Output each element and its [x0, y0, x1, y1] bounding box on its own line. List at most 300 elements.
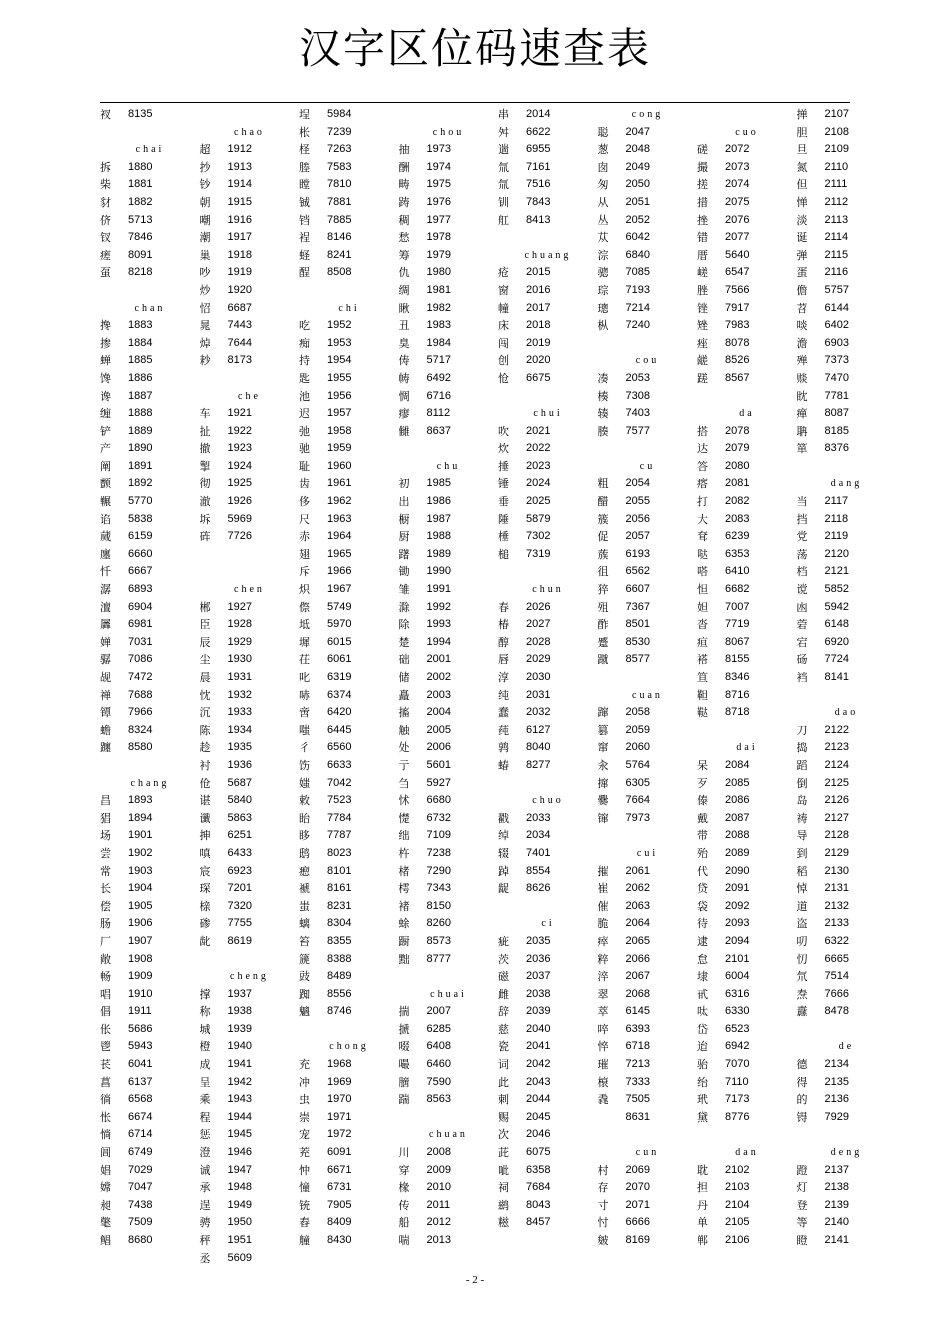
quwei-code: 1887 — [128, 389, 153, 402]
hanzi: 厝 — [697, 248, 708, 262]
quwei-code: 8530 — [625, 635, 650, 648]
code-entry — [797, 845, 949, 863]
pinyin-heading: deng — [830, 1147, 863, 1159]
quwei-code: 2047 — [625, 125, 650, 138]
hanzi: 茈 — [498, 1146, 509, 1160]
hanzi: 啻 — [299, 706, 310, 720]
quwei-code: 7173 — [725, 1093, 750, 1106]
quwei-code: 6148 — [824, 618, 849, 631]
quwei-code: 7239 — [327, 125, 352, 138]
quwei-code: 8141 — [824, 671, 849, 683]
code-table — [100, 106, 863, 1265]
quwei-code: 8577 — [625, 653, 650, 666]
hanzi: 等 — [796, 1216, 808, 1230]
hanzi: 谄 — [100, 512, 111, 526]
hanzi: 铲 — [100, 424, 111, 438]
quwei-code: 7516 — [526, 178, 551, 191]
hanzi: 处 — [398, 741, 410, 755]
hanzi: 茨 — [498, 952, 509, 966]
hanzi: 蚩 — [299, 899, 310, 913]
quwei-code: 1888 — [128, 407, 153, 420]
quwei-code: 2045 — [526, 1110, 551, 1123]
hanzi: 醋 — [597, 495, 609, 509]
hanzi: 船 — [398, 1216, 410, 1230]
hanzi: 吵 — [199, 266, 211, 280]
quwei-code: 7201 — [227, 882, 252, 895]
quwei-code: 6374 — [327, 688, 352, 701]
code-entry — [797, 229, 949, 247]
hanzi: 串 — [498, 108, 509, 121]
quwei-code: 1978 — [426, 231, 451, 244]
quwei-code: 1909 — [128, 970, 153, 983]
quwei-code: 1945 — [227, 1128, 252, 1141]
hanzi: 粗 — [597, 477, 609, 491]
hanzi: 忏 — [100, 565, 111, 579]
quwei-code: 5984 — [327, 108, 352, 120]
code-entry — [797, 599, 949, 617]
quwei-code: 1928 — [227, 618, 252, 631]
quwei-code: 1939 — [227, 1022, 252, 1035]
hanzi: 哧 — [299, 688, 310, 702]
quwei-code: 1880 — [128, 160, 153, 173]
quwei-code: 2009 — [426, 1163, 451, 1176]
quwei-code: 1883 — [128, 319, 153, 332]
quwei-code: 8526 — [725, 354, 750, 367]
hanzi: 弛 — [299, 424, 310, 438]
quwei-code: 8567 — [725, 371, 750, 384]
hanzi: 叨 — [796, 934, 808, 948]
hanzi: 苕 — [796, 301, 808, 315]
hanzi: 厂 — [100, 934, 111, 948]
quwei-code: 2088 — [725, 829, 750, 842]
hanzi: 耖 — [199, 354, 211, 368]
hanzi: 储 — [398, 671, 410, 684]
hanzi: 楮 — [398, 864, 410, 878]
hanzi: 登 — [796, 1198, 808, 1212]
quwei-code: 1942 — [227, 1075, 252, 1088]
quwei-code: 5749 — [327, 600, 352, 613]
hanzi: 羼 — [100, 618, 111, 632]
hanzi: 忖 — [597, 1216, 609, 1230]
code-entry — [797, 212, 949, 230]
hanzi: 辞 — [498, 1005, 509, 1019]
quwei-code: 1934 — [227, 723, 252, 736]
hanzi: 澹 — [796, 336, 808, 350]
quwei-code: 1950 — [227, 1216, 252, 1229]
quwei-code: 2091 — [725, 882, 750, 895]
quwei-code: 7263 — [327, 143, 352, 156]
code-entry — [797, 968, 949, 986]
quwei-code: 2087 — [725, 811, 750, 824]
hanzi: 城 — [199, 1022, 211, 1036]
quwei-code: 2113 — [824, 213, 849, 226]
quwei-code: 2014 — [526, 108, 551, 120]
quwei-code: 2075 — [725, 195, 750, 208]
quwei-code: 1935 — [227, 741, 252, 754]
quwei-code: 2061 — [625, 864, 650, 877]
quwei-code: 8346 — [725, 671, 750, 683]
quwei-code: 2103 — [725, 1181, 750, 1194]
quwei-code: 2016 — [526, 283, 551, 296]
quwei-code: 2033 — [526, 811, 551, 824]
hanzi: 初 — [398, 477, 410, 491]
quwei-code: 1893 — [128, 794, 153, 807]
hanzi: 笪 — [697, 671, 708, 684]
hanzi: 褚 — [398, 899, 410, 913]
hanzi: 达 — [697, 442, 708, 456]
quwei-code: 8043 — [526, 1198, 551, 1211]
hanzi: 钏 — [498, 195, 509, 209]
quwei-code: 7085 — [625, 266, 650, 279]
code-entry — [797, 511, 949, 529]
hanzi: 绌 — [398, 829, 410, 843]
pinyin-heading: chai — [135, 144, 165, 156]
quwei-code: 2128 — [824, 829, 849, 842]
quwei-code: 5927 — [426, 776, 451, 789]
page-title: 汉字区位码速查表 — [298, 27, 651, 73]
hanzi: 澈 — [199, 495, 211, 509]
hanzi: 长 — [100, 882, 111, 896]
quwei-code: 2062 — [625, 882, 650, 895]
hanzi: 促 — [597, 530, 609, 544]
hanzi: 饬 — [299, 758, 310, 772]
hanzi: 傺 — [299, 600, 310, 614]
pinyin-heading: chuai — [430, 988, 467, 1000]
hanzi: 滁 — [398, 600, 410, 614]
hanzi: 撑 — [199, 987, 211, 1001]
hanzi: 槌 — [498, 547, 509, 561]
hanzi: 痤 — [697, 336, 708, 350]
hanzi: 琛 — [199, 882, 211, 896]
code-entry — [797, 493, 949, 511]
quwei-code: 7443 — [227, 319, 252, 332]
hanzi: 尘 — [199, 653, 211, 667]
hanzi: 雠 — [398, 424, 410, 438]
hanzi: 铛 — [299, 213, 310, 227]
code-entry — [797, 370, 949, 388]
quwei-code: 7966 — [128, 706, 153, 719]
hanzi: 艟 — [299, 1234, 310, 1247]
hanzi: 楚 — [398, 635, 410, 649]
hanzi: 炊 — [498, 442, 509, 456]
quwei-code: 2019 — [526, 336, 551, 349]
hanzi: 颤 — [100, 477, 111, 491]
quwei-code: 7726 — [227, 530, 252, 543]
hanzi: 摧 — [597, 864, 609, 878]
quwei-code: 2093 — [725, 917, 750, 930]
quwei-code: 1908 — [128, 952, 153, 965]
hanzi: 党 — [796, 530, 808, 544]
hanzi: 侪 — [100, 213, 111, 227]
hanzi: 尝 — [100, 846, 111, 860]
hanzi: 蹰 — [398, 934, 410, 948]
hanzi: 铖 — [299, 195, 310, 209]
hanzi: 搀 — [100, 319, 111, 333]
hanzi: 贷 — [697, 882, 708, 896]
quwei-code: 2002 — [426, 671, 451, 683]
code-entry — [797, 775, 949, 793]
quwei-code: 7846 — [128, 231, 153, 244]
quwei-code: 7320 — [227, 899, 252, 912]
quwei-code: 2130 — [824, 864, 849, 877]
code-entry — [797, 651, 949, 669]
hanzi: 瘁 — [597, 934, 609, 948]
hanzi: 侈 — [299, 495, 310, 509]
hanzi: 锝 — [796, 1110, 808, 1124]
hanzi: 砀 — [796, 653, 808, 667]
hanzi: 担 — [697, 1181, 708, 1195]
hanzi: 辰 — [199, 635, 211, 649]
hanzi: 殂 — [597, 600, 609, 614]
quwei-code: 6402 — [824, 319, 849, 332]
code-entry — [797, 1056, 949, 1074]
hanzi: 次 — [498, 1128, 509, 1142]
quwei-code: 1915 — [227, 195, 252, 208]
quwei-code: 7238 — [426, 846, 451, 859]
hanzi: 唇 — [498, 653, 509, 667]
quwei-code: 1981 — [426, 283, 451, 296]
hanzi: 菪 — [796, 618, 808, 632]
quwei-code: 6666 — [625, 1216, 650, 1229]
hanzi: 裆 — [796, 671, 808, 684]
hanzi: 逮 — [697, 934, 708, 948]
quwei-code: 1957 — [327, 407, 352, 420]
quwei-code: 5770 — [128, 495, 153, 508]
quwei-code: 6015 — [327, 635, 352, 648]
code-entry — [797, 1109, 949, 1127]
code-entry — [797, 1197, 949, 1215]
hanzi: 鸱 — [299, 846, 310, 860]
hanzi: 喘 — [398, 1234, 410, 1247]
quwei-code: 1886 — [128, 371, 153, 384]
hanzi: 筹 — [398, 248, 410, 262]
hanzi: 腠 — [597, 424, 609, 438]
quwei-code: 7161 — [526, 160, 551, 173]
quwei-code: 8150 — [426, 899, 451, 912]
quwei-code: 1947 — [227, 1163, 252, 1176]
hanzi: 鲳 — [100, 1234, 111, 1247]
pinyin-heading: cu — [639, 460, 656, 472]
code-entry — [797, 898, 949, 916]
code-entry — [797, 423, 949, 441]
quwei-code: 6159 — [128, 530, 153, 543]
pinyin-heading: cheng — [230, 971, 269, 983]
quwei-code: 2106 — [725, 1234, 750, 1246]
quwei-code: 2110 — [824, 160, 849, 173]
quwei-code: 6358 — [526, 1163, 551, 1176]
hanzi: 鹾 — [697, 354, 708, 368]
hanzi: 娼 — [100, 1163, 111, 1177]
quwei-code: 1882 — [128, 195, 153, 208]
hanzi: 从 — [597, 195, 609, 209]
hanzi: 悼 — [796, 882, 808, 896]
quwei-code: 1983 — [426, 319, 451, 332]
quwei-code: 1977 — [426, 213, 451, 226]
quwei-code: 1968 — [327, 1058, 352, 1071]
hanzi: 匙 — [299, 371, 310, 385]
blank-row — [797, 687, 949, 705]
pinyin-heading: chang — [130, 777, 170, 789]
hanzi: 雏 — [398, 583, 410, 597]
hanzi: 蔟 — [597, 547, 609, 561]
quwei-code: 2001 — [426, 653, 451, 666]
quwei-code: 2086 — [725, 794, 750, 807]
quwei-code: 7784 — [327, 811, 352, 824]
hanzi: 潺 — [100, 583, 111, 597]
hanzi: 成 — [199, 1058, 211, 1072]
quwei-code: 5717 — [426, 354, 451, 367]
quwei-code: 6622 — [526, 125, 551, 138]
hanzi: 菖 — [100, 1075, 111, 1089]
hanzi: 遄 — [498, 143, 509, 157]
quwei-code: 2027 — [526, 618, 551, 631]
code-entry — [797, 247, 949, 265]
quwei-code: 2127 — [824, 811, 849, 824]
quwei-code: 1884 — [128, 336, 153, 349]
hanzi: 聪 — [597, 125, 609, 139]
quwei-code: 6607 — [625, 583, 650, 596]
quwei-code: 1914 — [227, 178, 252, 191]
quwei-code: 6955 — [526, 143, 551, 156]
quwei-code: 1932 — [227, 688, 252, 701]
hanzi: 舛 — [498, 125, 509, 139]
quwei-code: 1917 — [227, 231, 252, 244]
hanzi: 舡 — [498, 213, 509, 227]
hanzi: 氘 — [796, 970, 808, 984]
quwei-code: 8413 — [526, 213, 551, 226]
quwei-code: 1910 — [128, 987, 153, 1000]
hanzi: 氮 — [796, 160, 808, 174]
hanzi: 挡 — [796, 512, 808, 526]
code-entry — [797, 1162, 949, 1180]
quwei-code: 7438 — [128, 1198, 153, 1211]
quwei-code: 1892 — [128, 477, 153, 490]
quwei-code: 8637 — [426, 424, 451, 437]
quwei-code: 2032 — [526, 706, 551, 719]
quwei-code: 8508 — [327, 266, 352, 279]
quwei-code: 8218 — [128, 266, 153, 279]
quwei-code: 8169 — [625, 1234, 650, 1246]
quwei-code: 2050 — [625, 178, 650, 191]
quwei-code: 2003 — [426, 688, 451, 701]
hanzi: 璁 — [597, 301, 609, 315]
hanzi: 敞 — [100, 952, 111, 966]
hanzi: 瞪 — [796, 1234, 808, 1247]
quwei-code: 2105 — [725, 1216, 750, 1229]
quwei-code: 2090 — [725, 864, 750, 877]
quwei-code: 2025 — [526, 495, 551, 508]
hanzi: 囱 — [597, 160, 609, 174]
hanzi: 灯 — [796, 1181, 808, 1195]
hanzi: 猖 — [100, 811, 111, 825]
hanzi: 缠 — [100, 407, 111, 421]
hanzi: 厨 — [398, 530, 410, 544]
quwei-code: 6145 — [625, 1005, 650, 1018]
hanzi: 踔 — [498, 864, 509, 878]
quwei-code: 2069 — [625, 1163, 650, 1176]
hanzi: 窗 — [498, 283, 509, 297]
hanzi: 馋 — [100, 371, 111, 385]
quwei-code: 7566 — [725, 283, 750, 296]
quwei-code: 7367 — [625, 600, 650, 613]
hanzi: 殚 — [796, 354, 808, 368]
hanzi: 川 — [398, 1146, 410, 1160]
pinyin-heading: cuan — [632, 689, 663, 701]
hanzi: 崔 — [597, 882, 609, 896]
quwei-code: 7505 — [625, 1093, 650, 1106]
quwei-code: 2116 — [824, 266, 849, 279]
quwei-code: 2107 — [824, 108, 849, 120]
quwei-code: 6433 — [227, 846, 252, 859]
hanzi: 晨 — [199, 671, 211, 684]
quwei-code: 2012 — [426, 1216, 451, 1229]
hanzi: 大 — [697, 512, 708, 526]
quwei-code: 1960 — [327, 459, 352, 472]
hanzi: 踟 — [299, 987, 310, 1001]
hanzi: 辍 — [498, 846, 509, 860]
quwei-code: 6305 — [625, 776, 650, 789]
quwei-code: 1991 — [426, 583, 451, 596]
quwei-code: 8409 — [327, 1216, 352, 1229]
hanzi: 坼 — [199, 512, 211, 526]
quwei-code: 1964 — [327, 530, 352, 543]
hanzi: 笞 — [299, 934, 310, 948]
hanzi: 旦 — [796, 143, 808, 157]
hanzi: 踌 — [398, 195, 410, 209]
quwei-code: 1937 — [227, 987, 252, 1000]
quwei-code: 7109 — [426, 829, 451, 842]
hanzi: 殆 — [697, 846, 708, 860]
quwei-code: 2055 — [625, 495, 650, 508]
quwei-code: 2101 — [725, 952, 750, 965]
hanzi: 瘳 — [398, 407, 410, 421]
hanzi: 毳 — [597, 1093, 609, 1107]
quwei-code: 6568 — [128, 1093, 153, 1106]
quwei-code: 2065 — [625, 934, 650, 947]
quwei-code: 8146 — [327, 231, 352, 244]
hanzi: 乘 — [199, 1093, 211, 1107]
hanzi: 匆 — [597, 178, 609, 192]
quwei-code: 8580 — [128, 741, 153, 754]
hanzi: 骀 — [697, 1058, 708, 1072]
hanzi: 单 — [697, 1216, 708, 1230]
quwei-code: 2041 — [526, 1040, 551, 1053]
pinyin-heading: chong — [329, 1041, 369, 1053]
code-entry — [797, 1003, 949, 1021]
quwei-code: 6393 — [625, 1022, 650, 1035]
hanzi: 陲 — [498, 512, 509, 526]
hanzi: 氚 — [498, 160, 509, 174]
quwei-code: 7029 — [128, 1163, 153, 1176]
quwei-code: 2136 — [824, 1093, 849, 1106]
hanzi: 埭 — [697, 970, 708, 984]
hanzi: 龊 — [498, 882, 509, 896]
quwei-code: 1920 — [227, 283, 252, 296]
quwei-code: 2141 — [824, 1234, 849, 1246]
hanzi: 甙 — [697, 987, 708, 1001]
quwei-code: 1940 — [227, 1040, 252, 1053]
hanzi: 虫 — [299, 1093, 310, 1107]
code-entry — [797, 810, 949, 828]
code-entry — [797, 951, 949, 969]
quwei-code: 6749 — [128, 1146, 153, 1159]
hanzi: 锤 — [498, 477, 509, 491]
code-entry — [797, 722, 949, 740]
quwei-code: 1894 — [128, 811, 153, 824]
quwei-code: 2094 — [725, 934, 750, 947]
quwei-code: 6492 — [426, 371, 451, 384]
quwei-code: 1943 — [227, 1093, 252, 1106]
